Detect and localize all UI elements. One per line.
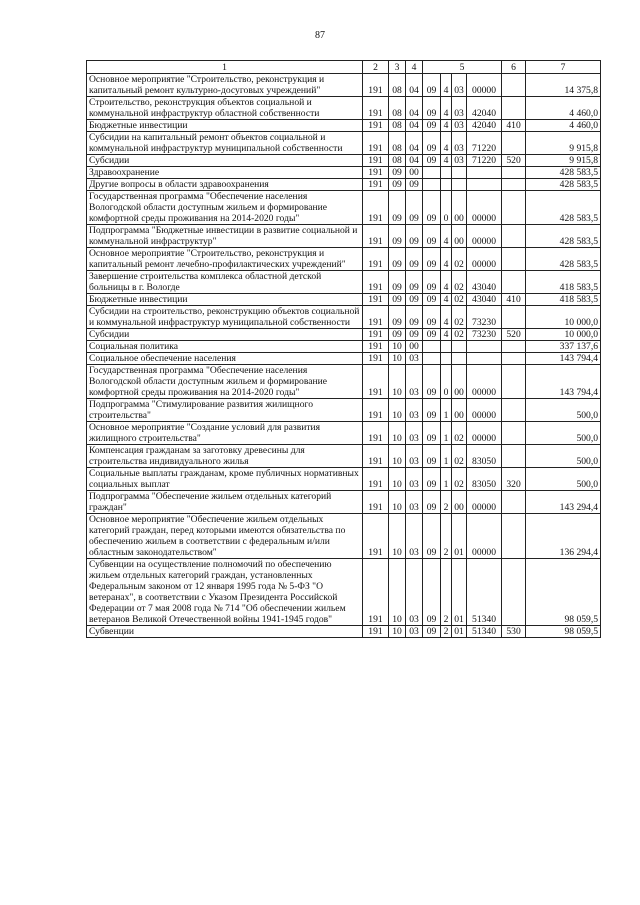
row-name-cell: Подпрограмма "Бюджетные инвестиции в развитие социальной и коммунальной инфраструктур" <box>87 225 363 248</box>
amount-cell: 500,0 <box>526 445 601 468</box>
row-name-cell: Основное мероприятие "Строительство, реконструкция и капитальный ремонт культурно-досуговых учреждений" <box>87 74 363 97</box>
table-row <box>87 120 601 132</box>
section-cell: 10 <box>389 491 406 514</box>
event-code-cell: 00 <box>452 491 467 514</box>
subprogram-code-cell: 4 <box>441 294 452 306</box>
program-code-cell: 09 <box>423 365 441 399</box>
code-cell: 191 <box>363 422 389 445</box>
expense-type-cell: 410 <box>502 120 526 132</box>
event-code-cell <box>452 179 467 191</box>
subsection-cell: 04 <box>406 155 423 167</box>
row-name-cell: Основное мероприятие "Обеспечение жильем отдельных категорий граждан, перед которыми имеются обязательства по обеспечению жильем в соответствии с федеральным и/или областным законодательством" <box>87 514 363 559</box>
column-header: 2 <box>363 61 389 74</box>
section-cell: 09 <box>389 179 406 191</box>
program-code-cell: 09 <box>423 514 441 559</box>
column-header: 3 <box>389 61 406 74</box>
table-row <box>87 97 601 120</box>
subprogram-code-cell: 2 <box>441 514 452 559</box>
code-cell: 191 <box>363 271 389 294</box>
direction-code-cell: 51340 <box>467 559 502 626</box>
amount-cell: 428 583,5 <box>526 167 601 179</box>
row-name-cell: Государственная программа "Обеспечение населения Вологодской области доступным жильем и формирование комфортной среды проживания на 2014-2020 годы" <box>87 191 363 225</box>
expense-type-cell: 520 <box>502 155 526 167</box>
expense-type-cell <box>502 445 526 468</box>
direction-code-cell: 43040 <box>467 271 502 294</box>
section-cell: 10 <box>389 341 406 353</box>
code-cell: 191 <box>363 399 389 422</box>
table-row <box>87 353 601 365</box>
subprogram-code-cell: 1 <box>441 468 452 491</box>
section-cell: 09 <box>389 306 406 329</box>
subsection-cell: 04 <box>406 132 423 155</box>
row-name-cell: Здравоохранение <box>87 167 363 179</box>
section-cell: 09 <box>389 294 406 306</box>
event-code-cell <box>452 341 467 353</box>
row-name-cell: Государственная программа "Обеспечение населения Вологодской области доступным жильем и формирование комфортной среды проживания на 2014-2020 годы" <box>87 365 363 399</box>
page-number: 87 <box>315 30 325 41</box>
section-cell: 09 <box>389 225 406 248</box>
code-cell: 191 <box>363 445 389 468</box>
subprogram-code-cell: 4 <box>441 306 452 329</box>
code-cell: 191 <box>363 626 389 638</box>
row-name-cell: Субвенции на осуществление полномочий по обеспечению жильем отдельных категорий граждан, установленных Федеральным законом от 12 января 1995 года № 5-ФЗ "О ветеранах", в соответствии с Указом Президента Российской Федерации от 7 мая 2008 года № 714 "Об обеспечении жильем ветеранов Великой Отечественной войны 1941-1945 годов" <box>87 559 363 626</box>
section-cell: 09 <box>389 329 406 341</box>
direction-code-cell: 00000 <box>467 74 502 97</box>
expense-type-cell <box>502 179 526 191</box>
amount-cell: 4 460,0 <box>526 120 601 132</box>
subprogram-code-cell <box>441 353 452 365</box>
code-cell: 191 <box>363 179 389 191</box>
program-code-cell: 09 <box>423 491 441 514</box>
section-cell: 09 <box>389 271 406 294</box>
table-row <box>87 445 601 468</box>
amount-cell: 143 794,4 <box>526 365 601 399</box>
table-row <box>87 306 601 329</box>
expense-type-cell <box>502 353 526 365</box>
subsection-cell: 00 <box>406 341 423 353</box>
program-code-cell: 09 <box>423 225 441 248</box>
section-cell: 09 <box>389 167 406 179</box>
table-row <box>87 559 601 626</box>
event-code-cell: 00 <box>452 365 467 399</box>
subprogram-code-cell: 2 <box>441 491 452 514</box>
expense-type-cell <box>502 514 526 559</box>
amount-cell: 4 460,0 <box>526 97 601 120</box>
direction-code-cell: 43040 <box>467 294 502 306</box>
budget-table <box>86 60 601 638</box>
code-cell: 191 <box>363 167 389 179</box>
program-code-cell <box>423 167 441 179</box>
event-code-cell: 03 <box>452 120 467 132</box>
section-cell: 08 <box>389 155 406 167</box>
program-code-cell: 09 <box>423 306 441 329</box>
code-cell: 191 <box>363 306 389 329</box>
program-code-cell: 09 <box>423 399 441 422</box>
row-name-cell: Другие вопросы в области здравоохранения <box>87 179 363 191</box>
expense-type-cell: 320 <box>502 468 526 491</box>
code-cell: 191 <box>363 97 389 120</box>
expense-type-cell <box>502 225 526 248</box>
direction-code-cell: 83050 <box>467 445 502 468</box>
direction-code-cell: 00000 <box>467 422 502 445</box>
amount-cell: 337 137,6 <box>526 341 601 353</box>
event-code-cell: 01 <box>452 514 467 559</box>
table-row <box>87 329 601 341</box>
subsection-cell: 09 <box>406 294 423 306</box>
subsection-cell: 09 <box>406 271 423 294</box>
expense-type-cell <box>502 422 526 445</box>
expense-type-cell <box>502 341 526 353</box>
subprogram-code-cell: 0 <box>441 191 452 225</box>
direction-code-cell: 83050 <box>467 468 502 491</box>
subsection-cell: 09 <box>406 191 423 225</box>
table-row <box>87 74 601 97</box>
amount-cell: 14 375,8 <box>526 74 601 97</box>
code-cell: 191 <box>363 155 389 167</box>
code-cell: 191 <box>363 132 389 155</box>
row-name-cell: Социальная политика <box>87 341 363 353</box>
subprogram-code-cell <box>441 167 452 179</box>
expense-type-cell <box>502 399 526 422</box>
code-cell: 191 <box>363 353 389 365</box>
expense-type-cell <box>502 97 526 120</box>
program-code-cell: 09 <box>423 248 441 271</box>
table-row <box>87 248 601 271</box>
amount-cell: 500,0 <box>526 422 601 445</box>
direction-code-cell: 42040 <box>467 97 502 120</box>
code-cell: 191 <box>363 559 389 626</box>
event-code-cell: 03 <box>452 155 467 167</box>
program-code-cell: 09 <box>423 155 441 167</box>
amount-cell: 9 915,8 <box>526 132 601 155</box>
row-name-cell: Подпрограмма "Обеспечение жильем отдельных категорий граждан" <box>87 491 363 514</box>
row-name-cell: Строительство, реконструкция объектов социальной и коммунальной инфраструктур областной собственности <box>87 97 363 120</box>
subsection-cell: 09 <box>406 179 423 191</box>
amount-cell: 418 583,5 <box>526 294 601 306</box>
direction-code-cell: 00000 <box>467 248 502 271</box>
section-cell: 10 <box>389 353 406 365</box>
code-cell: 191 <box>363 468 389 491</box>
direction-code-cell: 00000 <box>467 514 502 559</box>
table-row <box>87 132 601 155</box>
expense-type-cell <box>502 132 526 155</box>
section-cell: 08 <box>389 74 406 97</box>
amount-cell: 418 583,5 <box>526 271 601 294</box>
subsection-cell: 03 <box>406 559 423 626</box>
section-cell: 10 <box>389 422 406 445</box>
table-row <box>87 365 601 399</box>
code-cell: 191 <box>363 341 389 353</box>
subsection-cell: 09 <box>406 306 423 329</box>
subsection-cell: 03 <box>406 514 423 559</box>
program-code-cell <box>423 353 441 365</box>
code-cell: 191 <box>363 248 389 271</box>
direction-code-cell: 00000 <box>467 191 502 225</box>
expense-type-cell <box>502 559 526 626</box>
subprogram-code-cell: 4 <box>441 120 452 132</box>
direction-code-cell: 00000 <box>467 491 502 514</box>
section-cell: 10 <box>389 514 406 559</box>
table-row <box>87 341 601 353</box>
program-code-cell: 09 <box>423 132 441 155</box>
direction-code-cell: 73230 <box>467 329 502 341</box>
row-name-cell: Бюджетные инвестиции <box>87 120 363 132</box>
row-name-cell: Основное мероприятие "Строительство, реконструкция и капитальный ремонт лечебно-профилактических учреждений" <box>87 248 363 271</box>
amount-cell: 10 000,0 <box>526 306 601 329</box>
program-code-cell: 09 <box>423 559 441 626</box>
event-code-cell: 00 <box>452 225 467 248</box>
column-header: 1 <box>87 61 363 74</box>
row-name-cell: Компенсация гражданам за заготовку древесины для строительства индивидуального жилья <box>87 445 363 468</box>
event-code-cell: 02 <box>452 271 467 294</box>
event-code-cell: 01 <box>452 559 467 626</box>
subsection-cell: 03 <box>406 491 423 514</box>
program-code-cell: 09 <box>423 271 441 294</box>
subsection-cell: 09 <box>406 248 423 271</box>
row-name-cell: Подпрограмма "Стимулирование развития жилищного строительства" <box>87 399 363 422</box>
subprogram-code-cell: 4 <box>441 225 452 248</box>
column-header: 6 <box>502 61 526 74</box>
amount-cell: 500,0 <box>526 468 601 491</box>
section-cell: 10 <box>389 445 406 468</box>
column-header: 4 <box>406 61 423 74</box>
code-cell: 191 <box>363 514 389 559</box>
program-code-cell: 09 <box>423 97 441 120</box>
program-code-cell: 09 <box>423 294 441 306</box>
event-code-cell: 00 <box>452 399 467 422</box>
section-cell: 08 <box>389 97 406 120</box>
direction-code-cell: 00000 <box>467 225 502 248</box>
row-name-cell: Социальное обеспечение населения <box>87 353 363 365</box>
code-cell: 191 <box>363 365 389 399</box>
subsection-cell: 04 <box>406 97 423 120</box>
table-row <box>87 294 601 306</box>
expense-type-cell <box>502 365 526 399</box>
expense-type-cell <box>502 306 526 329</box>
program-code-cell: 09 <box>423 422 441 445</box>
event-code-cell <box>452 353 467 365</box>
amount-cell: 143 294,4 <box>526 491 601 514</box>
section-cell: 10 <box>389 468 406 491</box>
table-row <box>87 491 601 514</box>
subsection-cell: 03 <box>406 365 423 399</box>
amount-cell: 10 000,0 <box>526 329 601 341</box>
row-name-cell: Субсидии <box>87 329 363 341</box>
table-row <box>87 167 601 179</box>
column-header: 7 <box>526 61 601 74</box>
expense-type-cell <box>502 167 526 179</box>
event-code-cell: 02 <box>452 294 467 306</box>
code-cell: 191 <box>363 491 389 514</box>
event-code-cell: 02 <box>452 445 467 468</box>
subsection-cell: 03 <box>406 626 423 638</box>
direction-code-cell: 71220 <box>467 155 502 167</box>
subsection-cell: 03 <box>406 399 423 422</box>
row-name-cell: Субсидии на строительство, реконструкцию объектов социальной и коммунальной инфраструктур муниципальной собственности <box>87 306 363 329</box>
amount-cell: 428 583,5 <box>526 179 601 191</box>
expense-type-cell: 410 <box>502 294 526 306</box>
direction-code-cell <box>467 353 502 365</box>
amount-cell: 143 794,4 <box>526 353 601 365</box>
event-code-cell: 03 <box>452 74 467 97</box>
direction-code-cell <box>467 167 502 179</box>
row-name-cell: Основное мероприятие "Создание условий для развития жилищного строительства" <box>87 422 363 445</box>
direction-code-cell: 51340 <box>467 626 502 638</box>
event-code-cell: 02 <box>452 468 467 491</box>
event-code-cell: 03 <box>452 132 467 155</box>
section-cell: 10 <box>389 399 406 422</box>
subsection-cell: 03 <box>406 353 423 365</box>
program-code-cell: 09 <box>423 468 441 491</box>
table-row <box>87 179 601 191</box>
section-cell: 09 <box>389 191 406 225</box>
code-cell: 191 <box>363 294 389 306</box>
amount-cell: 98 059,5 <box>526 559 601 626</box>
amount-cell: 9 915,8 <box>526 155 601 167</box>
amount-cell: 428 583,5 <box>526 225 601 248</box>
expense-type-cell: 520 <box>502 329 526 341</box>
table-row <box>87 271 601 294</box>
amount-cell: 136 294,4 <box>526 514 601 559</box>
subprogram-code-cell: 0 <box>441 365 452 399</box>
direction-code-cell: 73230 <box>467 306 502 329</box>
amount-cell: 428 583,5 <box>526 191 601 225</box>
row-name-cell: Бюджетные инвестиции <box>87 294 363 306</box>
program-code-cell <box>423 341 441 353</box>
direction-code-cell: 00000 <box>467 399 502 422</box>
event-code-cell: 01 <box>452 626 467 638</box>
direction-code-cell: 42040 <box>467 120 502 132</box>
subprogram-code-cell: 4 <box>441 97 452 120</box>
event-code-cell <box>452 167 467 179</box>
expense-type-cell <box>502 74 526 97</box>
subsection-cell: 03 <box>406 422 423 445</box>
table-row <box>87 514 601 559</box>
section-cell: 10 <box>389 365 406 399</box>
subprogram-code-cell: 2 <box>441 626 452 638</box>
event-code-cell: 02 <box>452 306 467 329</box>
subsection-cell: 04 <box>406 74 423 97</box>
direction-code-cell <box>467 341 502 353</box>
direction-code-cell <box>467 179 502 191</box>
program-code-cell <box>423 179 441 191</box>
program-code-cell: 09 <box>423 445 441 468</box>
subprogram-code-cell <box>441 341 452 353</box>
expense-type-cell <box>502 248 526 271</box>
subsection-cell: 03 <box>406 468 423 491</box>
code-cell: 191 <box>363 120 389 132</box>
row-name-cell: Субвенции <box>87 626 363 638</box>
event-code-cell: 02 <box>452 329 467 341</box>
expense-type-cell <box>502 491 526 514</box>
subprogram-code-cell: 4 <box>441 155 452 167</box>
header-row <box>87 61 601 74</box>
row-name-cell: Завершение строительства комплекса областной детской больницы в г. Вологде <box>87 271 363 294</box>
table-row <box>87 399 601 422</box>
section-cell: 08 <box>389 132 406 155</box>
amount-cell: 98 059,5 <box>526 626 601 638</box>
subprogram-code-cell <box>441 179 452 191</box>
subprogram-code-cell: 4 <box>441 329 452 341</box>
subprogram-code-cell: 4 <box>441 132 452 155</box>
expense-type-cell <box>502 191 526 225</box>
row-name-cell: Субсидии на капитальный ремонт объектов социальной и коммунальной инфраструктур муниципальной собственности <box>87 132 363 155</box>
subprogram-code-cell: 4 <box>441 74 452 97</box>
program-code-cell: 09 <box>423 74 441 97</box>
program-code-cell: 09 <box>423 120 441 132</box>
direction-code-cell: 00000 <box>467 365 502 399</box>
amount-cell: 428 583,5 <box>526 248 601 271</box>
code-cell: 191 <box>363 225 389 248</box>
table-row <box>87 225 601 248</box>
event-code-cell: 02 <box>452 422 467 445</box>
subsection-cell: 04 <box>406 120 423 132</box>
code-cell: 191 <box>363 191 389 225</box>
subsection-cell: 09 <box>406 225 423 248</box>
table-row <box>87 191 601 225</box>
table-row <box>87 626 601 638</box>
subprogram-code-cell: 2 <box>441 559 452 626</box>
program-code-cell: 09 <box>423 329 441 341</box>
program-code-cell: 09 <box>423 626 441 638</box>
subprogram-code-cell: 1 <box>441 422 452 445</box>
subprogram-code-cell: 4 <box>441 271 452 294</box>
subprogram-code-cell: 1 <box>441 445 452 468</box>
subprogram-code-cell: 1 <box>441 399 452 422</box>
amount-cell: 500,0 <box>526 399 601 422</box>
column-header: 5 <box>423 61 502 74</box>
section-cell: 10 <box>389 559 406 626</box>
expense-type-cell <box>502 271 526 294</box>
subsection-cell: 00 <box>406 167 423 179</box>
code-cell: 191 <box>363 74 389 97</box>
code-cell: 191 <box>363 329 389 341</box>
event-code-cell: 03 <box>452 97 467 120</box>
table-row <box>87 155 601 167</box>
row-name-cell: Социальные выплаты гражданам, кроме публичных нормативных социальных выплат <box>87 468 363 491</box>
row-name-cell: Субсидии <box>87 155 363 167</box>
section-cell: 08 <box>389 120 406 132</box>
direction-code-cell: 71220 <box>467 132 502 155</box>
table-row <box>87 422 601 445</box>
event-code-cell: 00 <box>452 191 467 225</box>
subsection-cell: 03 <box>406 445 423 468</box>
section-cell: 10 <box>389 626 406 638</box>
table-row <box>87 468 601 491</box>
section-cell: 09 <box>389 248 406 271</box>
subprogram-code-cell: 4 <box>441 248 452 271</box>
expense-type-cell: 530 <box>502 626 526 638</box>
program-code-cell: 09 <box>423 191 441 225</box>
event-code-cell: 02 <box>452 248 467 271</box>
subsection-cell: 09 <box>406 329 423 341</box>
